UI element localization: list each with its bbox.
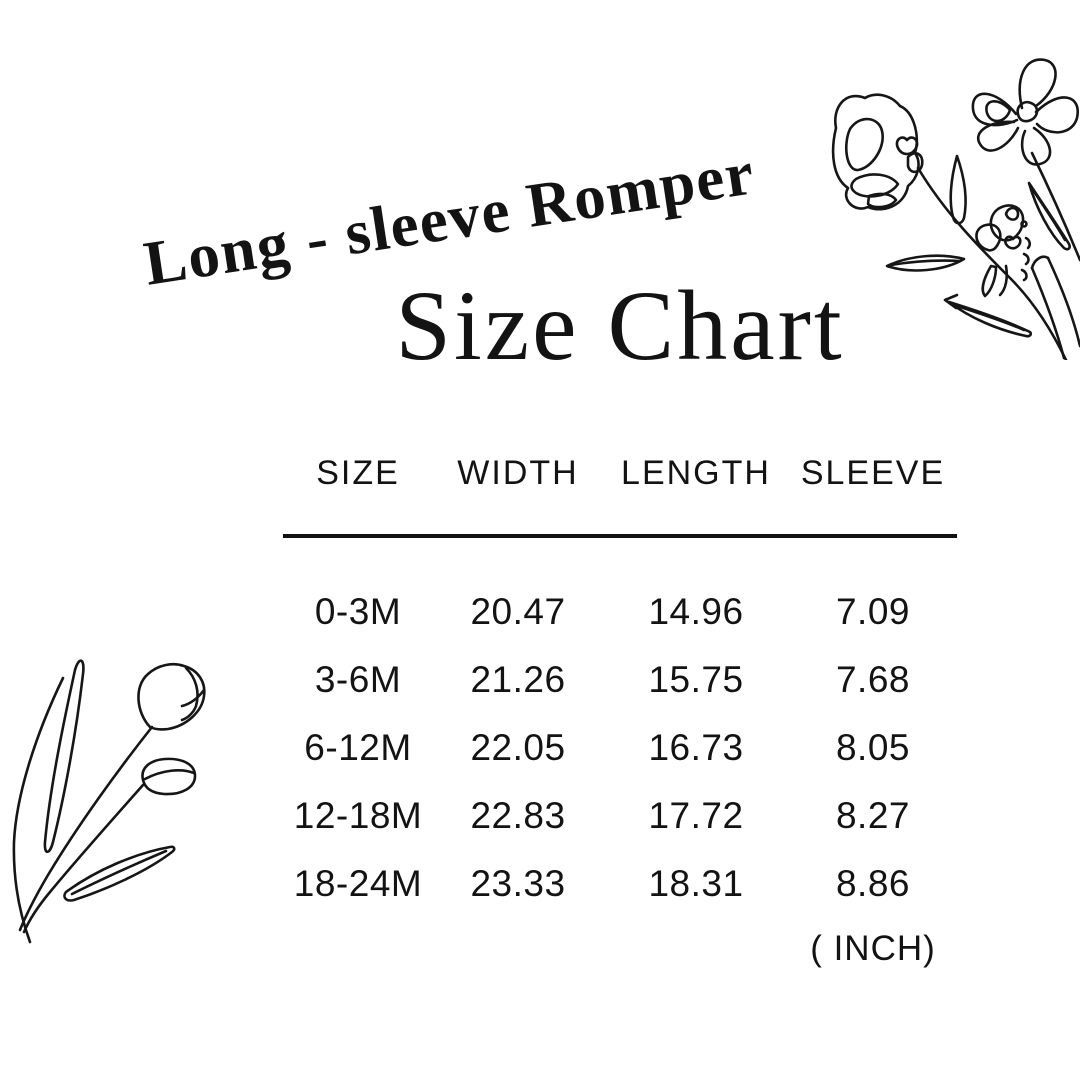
size-cell: 6-12M xyxy=(304,727,412,768)
width-cell: 22.83 xyxy=(470,795,566,836)
sleeve-cell: 8.27 xyxy=(835,795,910,836)
column-header-size: SIZE xyxy=(316,454,400,492)
table-row xyxy=(283,850,957,918)
width-cell: 21.26 xyxy=(470,659,566,700)
size-cell: 18-24M xyxy=(293,863,423,904)
length-cell: 17.72 xyxy=(648,795,744,836)
table-header-row xyxy=(283,443,957,503)
sleeve-cell: 8.05 xyxy=(835,727,910,768)
column-header-sleeve: SLEEVE xyxy=(800,454,946,492)
product-title: Long - sleeve Romper xyxy=(139,137,760,299)
table-row xyxy=(283,782,957,850)
sleeve-cell: 8.86 xyxy=(835,863,910,904)
table-row xyxy=(283,646,957,714)
unit-note: ( INCH) xyxy=(810,929,936,968)
sleeve-cell: 7.09 xyxy=(835,591,910,632)
column-header-width: WIDTH xyxy=(457,454,579,492)
table-row xyxy=(283,578,957,646)
sleeve-cell: 7.68 xyxy=(835,659,910,700)
length-cell: 18.31 xyxy=(648,863,744,904)
table-header-divider xyxy=(283,534,957,538)
table-body xyxy=(283,578,957,918)
length-cell: 14.96 xyxy=(648,591,744,632)
tulip-line-art-icon xyxy=(0,630,260,962)
length-cell: 16.73 xyxy=(648,727,744,768)
length-cell: 15.75 xyxy=(648,659,744,700)
page-title: Size Chart xyxy=(395,270,845,381)
unit-row xyxy=(283,924,957,974)
table-row xyxy=(283,714,957,782)
column-header-length: LENGTH xyxy=(621,454,771,492)
size-cell: 3-6M xyxy=(314,659,402,700)
width-cell: 23.33 xyxy=(470,863,566,904)
width-cell: 20.47 xyxy=(470,591,566,632)
size-cell: 12-18M xyxy=(293,795,423,836)
size-cell: 0-3M xyxy=(314,591,402,632)
width-cell: 22.05 xyxy=(470,727,566,768)
size-table xyxy=(283,443,957,974)
